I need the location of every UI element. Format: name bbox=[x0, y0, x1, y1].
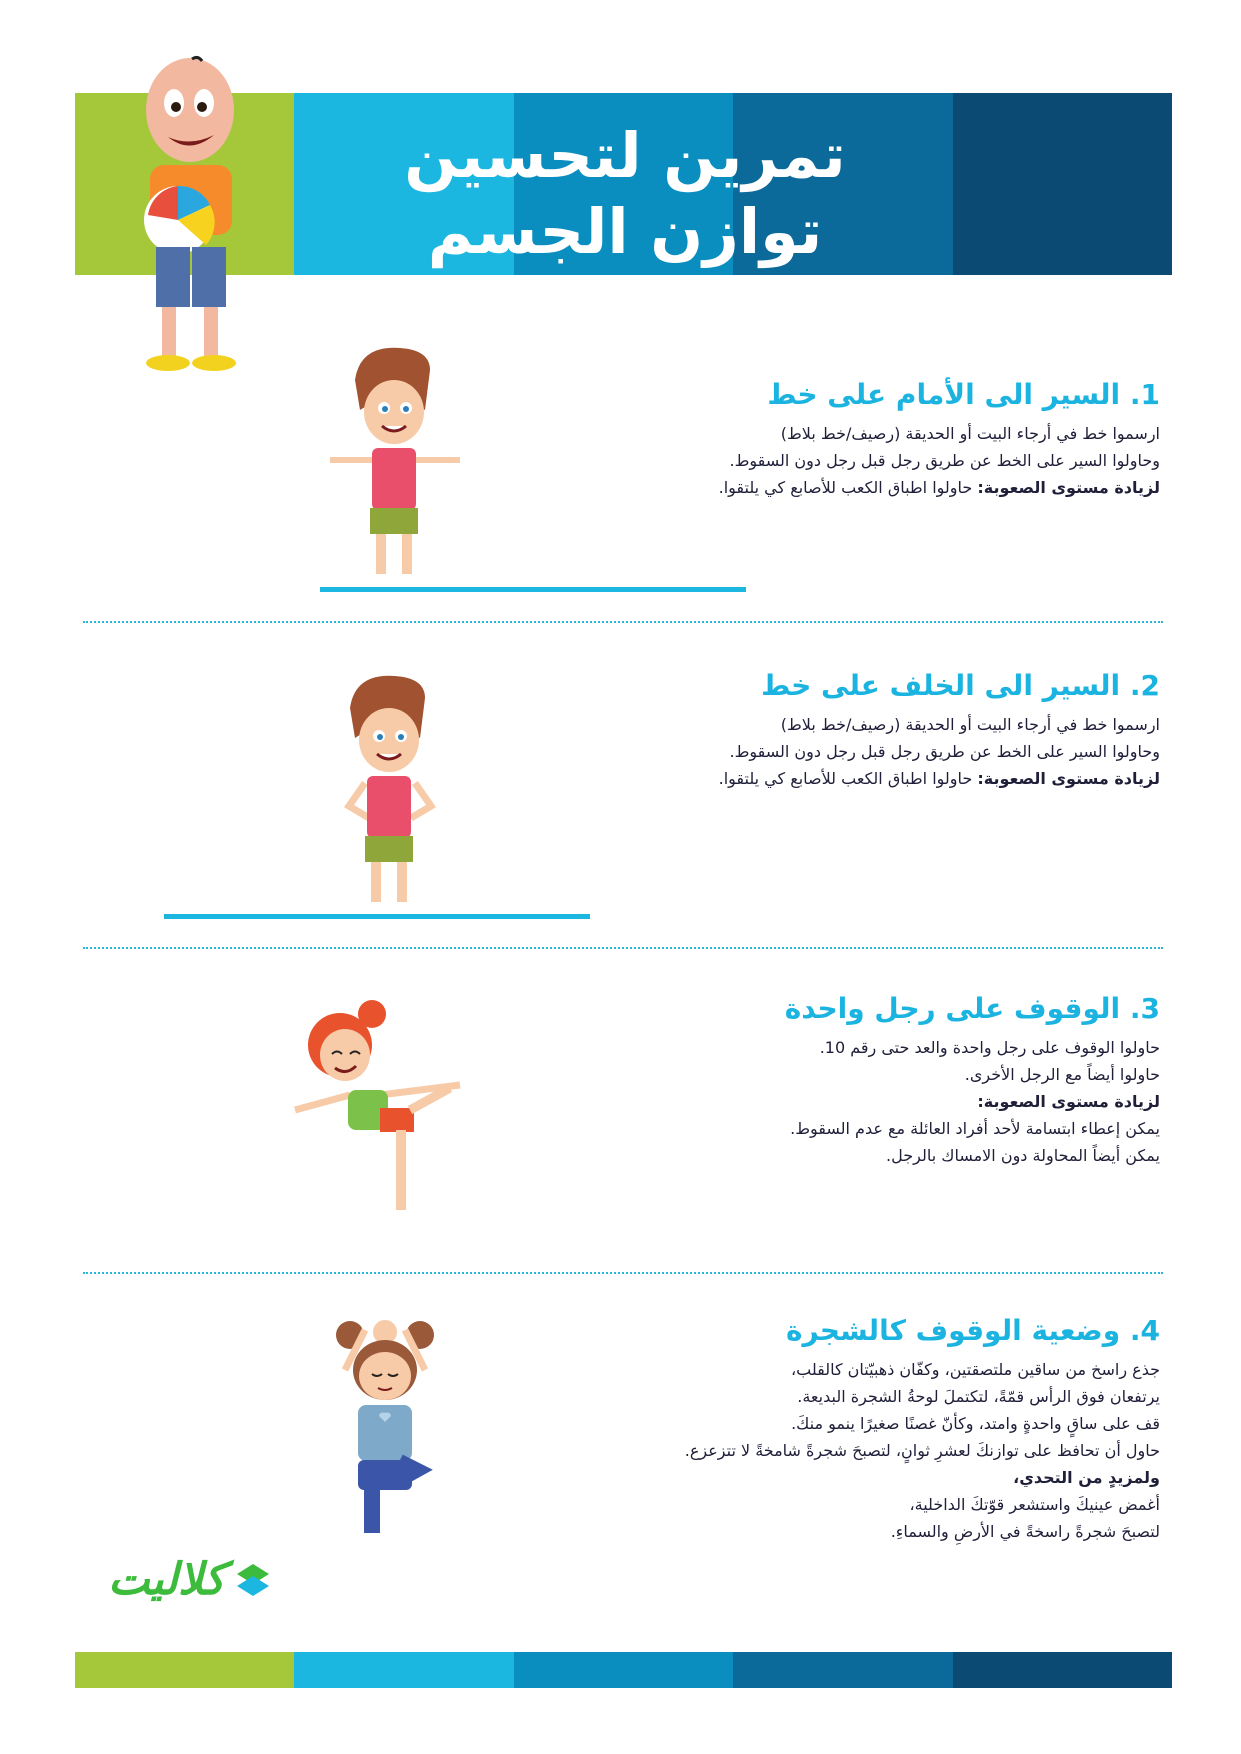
exercise-1-line-2: وحاولوا السير على الخط عن طريق رجل قبل رجل دون السقوط. bbox=[729, 451, 1160, 470]
clalit-logo-text: كلاليت bbox=[108, 1554, 226, 1605]
floor-line-1 bbox=[320, 587, 746, 592]
exercise-3-extra-line-1: يمكن إعطاء ابتسامة لأحد أفراد العائلة مع عدم السقوط. bbox=[790, 1119, 1160, 1138]
mascot-with-ball-illustration bbox=[128, 55, 248, 375]
boy-balancing-illustration bbox=[330, 340, 460, 580]
clalit-logo-mark-icon bbox=[233, 1560, 273, 1600]
exercise-2-tip-label: لزيادة مستوى الصعوبة: bbox=[977, 769, 1160, 788]
exercise-3-line-1: حاولوا الوقوف على رجل واحدة والعد حتى رقم 10. bbox=[819, 1038, 1160, 1057]
footer-banner bbox=[75, 1652, 1172, 1688]
exercise-4-extra-line-1: أغمض عينيكَ واستشعر قوّتكَ الداخلية، bbox=[909, 1495, 1160, 1514]
exercise-2-title: 2. السير الى الخلف على خط bbox=[761, 669, 1160, 702]
exercise-1-tip bbox=[560, 474, 1160, 501]
exercise-3-extra-line-2: يمكن أيضاً المحاولة دون الامساك بالرجل. bbox=[886, 1146, 1160, 1165]
section-divider-3 bbox=[83, 1272, 1163, 1274]
footer-segment-sky bbox=[294, 1652, 513, 1688]
girl-tree-pose-illustration bbox=[330, 1310, 440, 1540]
exercise-2 bbox=[560, 667, 1160, 792]
exercise-3 bbox=[560, 990, 1160, 1169]
exercise-4-line-2: يرتفعان فوق الرأس قمّةً، لتكتملَ لوحةُ الشجرة البديعة. bbox=[797, 1387, 1160, 1406]
clalit-logo bbox=[108, 1555, 273, 1605]
exercise-1 bbox=[560, 376, 1160, 501]
footer-segment-navy bbox=[953, 1652, 1172, 1688]
exercise-3-title: 3. الوقوف على رجل واحدة bbox=[784, 992, 1160, 1025]
section-divider-2 bbox=[83, 947, 1163, 949]
exercise-4-title: 4. وضعية الوقوف كالشجرة bbox=[785, 1314, 1160, 1347]
girl-one-leg-pose-illustration bbox=[290, 1000, 470, 1225]
exercise-1-title: 1. السير الى الأمام على خط bbox=[767, 378, 1160, 411]
footer-segment-deep-blue bbox=[733, 1652, 952, 1688]
exercise-2-line-1: ارسموا خط في أرجاء البيت أو الحديقة (رصيف/خط بلاط) bbox=[780, 715, 1160, 734]
exercise-4-line-3: قف على ساقٍ واحدةٍ وامتد، وكأنّ غصنًا صغيرًا ينمو منكَ. bbox=[791, 1414, 1160, 1433]
page-title-line-1: تمرين لتحسين bbox=[404, 119, 846, 192]
floor-line-2 bbox=[164, 914, 590, 919]
footer-segment-mid-blue bbox=[514, 1652, 733, 1688]
exercise-4-extra-line-2: لتصبحَ شجرةً راسخةً في الأرضِ والسماءِ. bbox=[890, 1522, 1160, 1541]
exercise-2-line-2: وحاولوا السير على الخط عن طريق رجل قبل رجل دون السقوط. bbox=[729, 742, 1160, 761]
exercise-3-tip-label: لزيادة مستوى الصعوبة: bbox=[977, 1092, 1160, 1111]
exercise-4-line-1: جذع راسخ من ساقين ملتصقتين، وكفّان ذهبيّتان كالقلب، bbox=[790, 1360, 1160, 1379]
exercise-1-line-1: ارسموا خط في أرجاء البيت أو الحديقة (رصيف/خط بلاط) bbox=[780, 424, 1160, 443]
exercise-2-tip-text: حاولوا اطباق الكعب للأصابع كي يلتقوا. bbox=[718, 769, 973, 788]
section-divider-1 bbox=[83, 621, 1163, 623]
exercise-4 bbox=[560, 1312, 1160, 1545]
page-title bbox=[300, 118, 950, 270]
exercise-1-tip-text: حاولوا اطباق الكعب للأصابع كي يلتقوا. bbox=[718, 478, 973, 497]
exercise-4-line-4: حاول أن تحافظ على توازنكَ لعشرِ ثوانٍ، لتصبحَ شجرةً شامخةً لا تتزعزع. bbox=[684, 1441, 1160, 1460]
footer-segment-lime bbox=[75, 1652, 294, 1688]
banner-segment-navy bbox=[953, 93, 1172, 275]
page-title-line-2: توازن الجسم bbox=[427, 195, 823, 268]
exercise-1-tip-label: لزيادة مستوى الصعوبة: bbox=[977, 478, 1160, 497]
exercise-3-line-2: حاولوا أيضاً مع الرجل الأخرى. bbox=[964, 1065, 1160, 1084]
exercise-2-tip bbox=[560, 765, 1160, 792]
exercise-4-tip-label: ولمزيدٍ من التحدي، bbox=[1013, 1468, 1160, 1487]
boy-hands-on-hips-illustration bbox=[335, 668, 445, 908]
